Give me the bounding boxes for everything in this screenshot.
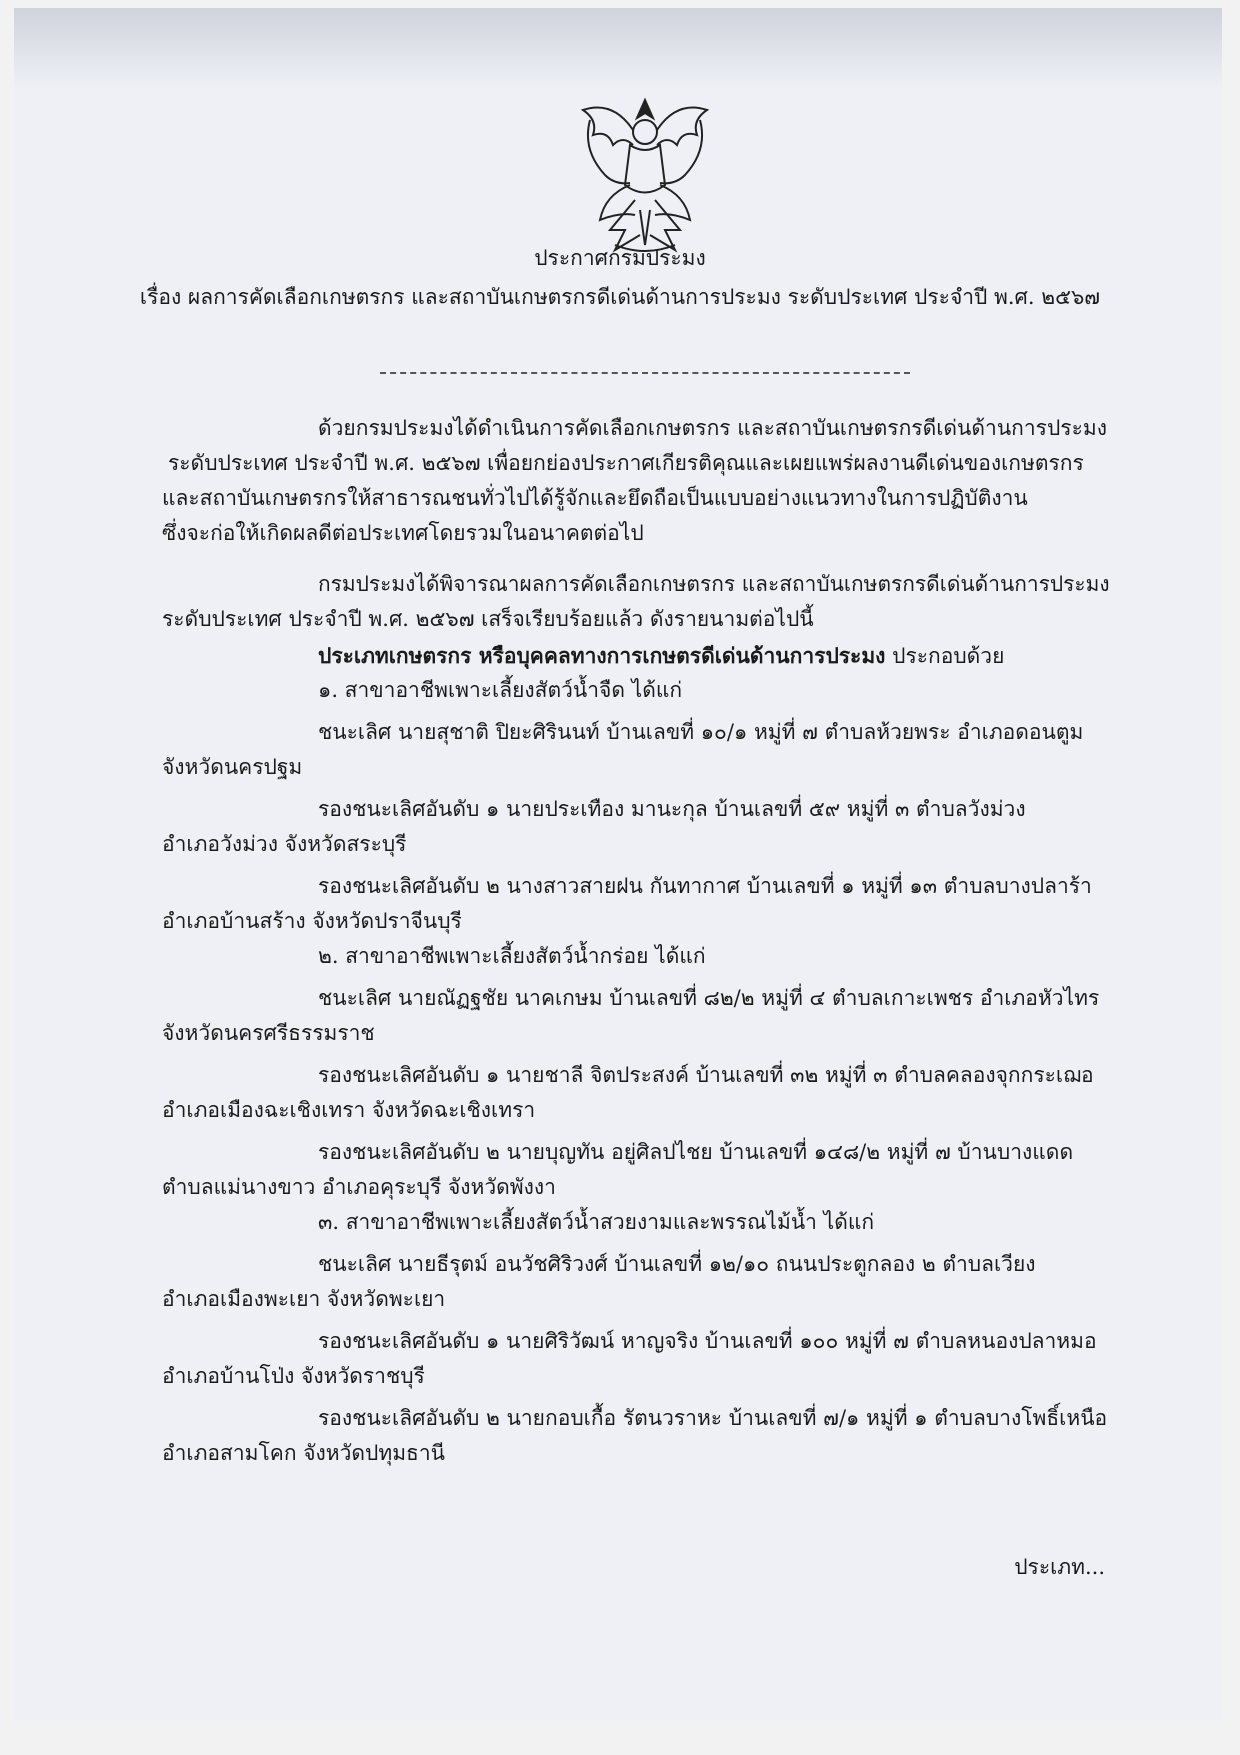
paragraph-line: ด้วยกรมประมงได้ดำเนินการคัดเลือกเกษตรกร และสถาบันเกษตรกรดีเด่นด้านการประมง	[318, 416, 1107, 440]
runner-up-line: รองชนะเลิศอันดับ ๑ นายชาลี จิตประสงค์ บ้านเลขที่ ๓๒ หมู่ที่ ๓ ตำบลคลองจุกกระเฌอ	[318, 1063, 1094, 1087]
paragraph-line: กรมประมงได้พิจารณาผลการคัดเลือกเกษตรกร และสถาบันเกษตรกรดีเด่นด้านการประมง	[318, 572, 1110, 596]
winner-line: จังหวัดนครปฐม	[162, 755, 303, 779]
section-heading: ๑. สาขาอาชีพเพาะเลี้ยงสัตว์น้ำจืด ได้แก่	[318, 678, 683, 702]
paragraph-line: และสถาบันเกษตรกรให้สาธารณชนทั่วไปได้รู้จักและยึดถือเป็นแบบอย่างแนวทางในการปฏิบัติงาน	[162, 486, 1028, 510]
category-heading-bold: ประเภทเกษตรกร หรือบุคคลทางการเกษตรดีเด่นด้านการประมง	[318, 643, 886, 668]
garuda-emblem-icon	[570, 90, 720, 260]
runner-up-line: รองชนะเลิศอันดับ ๒ นายบุญทัน อยู่ศิลปไชย บ้านเลขที่ ๑๔๘/๒ หมู่ที่ ๗ บ้านบางแดด	[318, 1140, 1074, 1164]
winner-line: ชนะเลิศ นายสุชาติ ปิยะศิรินนท์ บ้านเลขที่ ๑๐/๑ หมู่ที่ ๗ ตำบลห้วยพระ อำเภอดอนตูม	[318, 720, 1084, 744]
runner-up-line: รองชนะเลิศอันดับ ๒ นางสาวสายฝน กันทากาศ บ้านเลขที่ ๑ หมู่ที่ ๑๓ ตำบลบางปลาร้า	[318, 874, 1092, 898]
paragraph-line: ระดับประเทศ ประจำปี พ.ศ. ๒๕๖๗ เพื่อยกย่องประกาศเกียรติคุณและเผยแพร่ผลงานดีเด่นของเกษตรกร	[168, 451, 1084, 475]
centered-text: ประกาศกรมประมง	[534, 246, 706, 270]
separator-line	[380, 372, 910, 374]
centered-text: เรื่อง ผลการคัดเลือกเกษตรกร และสถาบันเกษตรกรดีเด่นด้านการประมง ระดับประเทศ ประจำปี พ.ศ. ๒๕๖๗	[139, 285, 1101, 309]
runner-up-line: อำเภอบ้านโป่ง จังหวัดราชบุรี	[162, 1364, 425, 1388]
category-heading-rest: ประกอบด้วย	[885, 644, 1005, 668]
paragraph-line: ซึ่งจะก่อให้เกิดผลดีต่อประเทศโดยรวมในอนาคตต่อไป	[162, 521, 644, 545]
continued-marker: ประเภท...	[1014, 1555, 1105, 1579]
runner-up-line: รองชนะเลิศอันดับ ๑ นายศิริวัฒน์ หาญจริง บ้านเลขที่ ๑๐๐ หมู่ที่ ๗ ตำบลหนองปลาหมอ	[318, 1329, 1097, 1353]
announcement-subject	[0, 287, 1240, 308]
announcement-title	[0, 248, 1240, 269]
category-heading	[318, 645, 1004, 667]
runner-up-line: ตำบลแม่นางขาว อำเภอคุระบุรี จังหวัดพังงา	[162, 1175, 556, 1199]
runner-up-line: อำเภอสามโคก จังหวัดปทุมธานี	[162, 1441, 446, 1465]
runner-up-line: อำเภอวังม่วง จังหวัดสระบุรี	[162, 832, 407, 856]
winner-line: ชนะเลิศ นายณัฏฐชัย นาคเกษม บ้านเลขที่ ๘๒/๒ หมู่ที่ ๔ ตำบลเกาะเพชร อำเภอหัวไทร	[318, 986, 1100, 1010]
paragraph-line: ระดับประเทศ ประจำปี พ.ศ. ๒๕๖๗ เสร็จเรียบร้อยแล้ว ดังรายนามต่อไปนี้	[162, 607, 814, 631]
winner-line: ชนะเลิศ นายธีรุตม์ อนวัชศิริวงศ์ บ้านเลขที่ ๑๒/๑๐ ถนนประตูกลอง ๒ ตำบลเวียง	[318, 1252, 1036, 1276]
section-heading: ๓. สาขาอาชีพเพาะเลี้ยงสัตว์น้ำสวยงามและพรรณไม้น้ำ ได้แก่	[318, 1210, 875, 1234]
runner-up-line: รองชนะเลิศอันดับ ๑ นายประเทือง มานะกุล บ้านเลขที่ ๕๙ หมู่ที่ ๓ ตำบลวังม่วง	[318, 797, 1026, 821]
winner-line: จังหวัดนครศรีธรรมราช	[162, 1021, 375, 1045]
runner-up-line: รองชนะเลิศอันดับ ๒ นายกอบเกื้อ รัตนวราหะ บ้านเลขที่ ๗/๑ หมู่ที่ ๑ ตำบลบางโพธิ์เหนือ	[318, 1406, 1108, 1430]
runner-up-line: อำเภอเมืองฉะเชิงเทรา จังหวัดฉะเชิงเทรา	[162, 1098, 536, 1122]
winner-line: อำเภอเมืองพะเยา จังหวัดพะเยา	[162, 1287, 446, 1311]
runner-up-line: อำเภอบ้านสร้าง จังหวัดปราจีนบุรี	[162, 909, 462, 933]
section-heading: ๒. สาขาอาชีพเพาะเลี้ยงสัตว์น้ำกร่อย ได้แก่	[318, 944, 706, 968]
scan-shadow	[14, 8, 1222, 88]
